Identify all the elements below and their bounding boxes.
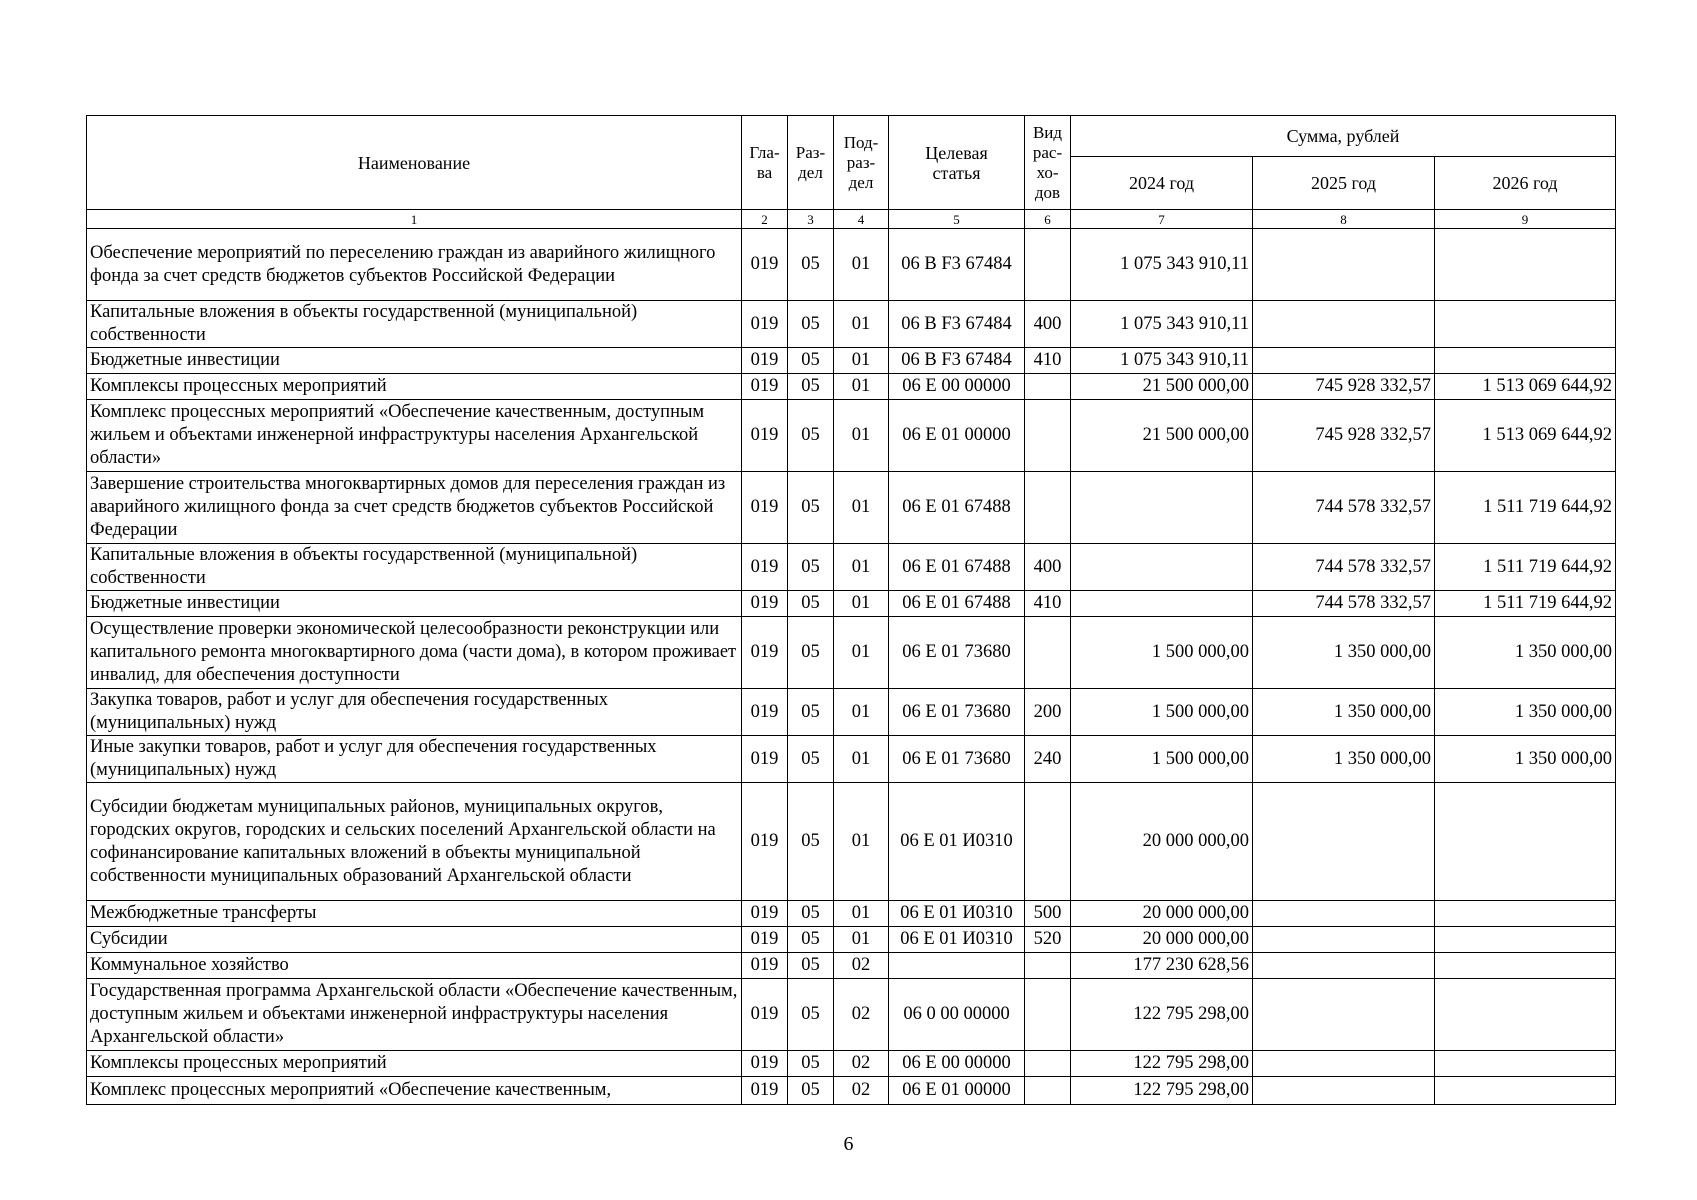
row-amount-2026 <box>1435 1051 1616 1077</box>
row-target: 06 Е 00 00000 <box>889 374 1025 400</box>
header-name: Наименование <box>87 116 742 210</box>
table-row <box>87 979 1616 1051</box>
row-name: Комплексы процессных мероприятий <box>87 1051 742 1077</box>
row-amount-2025: 1 350 000,00 <box>1253 689 1435 736</box>
row-amount-2026 <box>1435 1077 1616 1105</box>
row-subsection: 01 <box>834 591 889 617</box>
row-subsection: 01 <box>834 348 889 374</box>
row-name: Обеспечение мероприятий по переселению граждан из аварийного жилищного фонда за счет средств бюджетов субъектов Российской Федерации <box>87 229 742 301</box>
row-chapter: 019 <box>742 927 788 953</box>
table-row <box>87 374 1616 400</box>
row-amount-2025: 744 578 332,57 <box>1253 472 1435 544</box>
row-amount-2026 <box>1435 229 1616 301</box>
row-expense-type: 400 <box>1025 544 1071 591</box>
column-number: 2 <box>742 210 788 229</box>
budget-table <box>86 115 1616 1105</box>
row-amount-2025 <box>1253 783 1435 901</box>
row-chapter: 019 <box>742 1051 788 1077</box>
row-section: 05 <box>788 374 834 400</box>
header-year-2025: 2025 год <box>1253 157 1435 210</box>
table-row <box>87 1051 1616 1077</box>
table-row <box>87 591 1616 617</box>
row-section: 05 <box>788 927 834 953</box>
row-name: Бюджетные инвестиции <box>87 591 742 617</box>
row-chapter: 019 <box>742 979 788 1051</box>
row-expense-type: 500 <box>1025 901 1071 927</box>
row-name: Капитальные вложения в объекты государственной (муниципальной) собственности <box>87 301 742 348</box>
table-row <box>87 544 1616 591</box>
row-subsection: 01 <box>834 783 889 901</box>
row-section: 05 <box>788 348 834 374</box>
column-number: 3 <box>788 210 834 229</box>
row-amount-2025 <box>1253 229 1435 301</box>
row-target: 06 Е 01 И0310 <box>889 783 1025 901</box>
row-section: 05 <box>788 229 834 301</box>
table-row <box>87 783 1616 901</box>
row-chapter: 019 <box>742 953 788 979</box>
row-target: 06 0 00 00000 <box>889 979 1025 1051</box>
row-amount-2024: 21 500 000,00 <box>1071 374 1253 400</box>
row-name: Государственная программа Архангельской области «Обеспечение качественным, доступным жильем и объектами инженерной инфраструктуры населения Архангельской области» <box>87 979 742 1051</box>
row-section: 05 <box>788 1077 834 1105</box>
row-chapter: 019 <box>742 591 788 617</box>
row-target: 06 Е 01 73680 <box>889 736 1025 783</box>
row-chapter: 019 <box>742 544 788 591</box>
row-name: Капитальные вложения в объекты государственной (муниципальной) собственности <box>87 544 742 591</box>
row-target: 06 Е 00 00000 <box>889 1051 1025 1077</box>
row-subsection: 01 <box>834 901 889 927</box>
page-number: 6 <box>843 1133 854 1155</box>
row-target: 06 Е 01 00000 <box>889 1077 1025 1105</box>
row-subsection: 01 <box>834 472 889 544</box>
row-section: 05 <box>788 783 834 901</box>
row-chapter: 019 <box>742 229 788 301</box>
table-row <box>87 953 1616 979</box>
row-amount-2025 <box>1253 953 1435 979</box>
row-subsection: 01 <box>834 301 889 348</box>
row-amount-2024 <box>1071 472 1253 544</box>
row-amount-2025: 744 578 332,57 <box>1253 591 1435 617</box>
row-section: 05 <box>788 901 834 927</box>
header-target: Целевая статья <box>889 116 1025 210</box>
row-amount-2026: 1 513 069 644,92 <box>1435 400 1616 472</box>
row-target: 06 Е 01 И0310 <box>889 901 1025 927</box>
table-row <box>87 689 1616 736</box>
row-amount-2025 <box>1253 348 1435 374</box>
row-target: 06 В F3 67484 <box>889 229 1025 301</box>
row-amount-2025 <box>1253 927 1435 953</box>
row-name: Закупка товаров, работ и услуг для обеспечения государственных (муниципальных) нужд <box>87 689 742 736</box>
column-number: 1 <box>87 210 742 229</box>
row-expense-type: 520 <box>1025 927 1071 953</box>
row-subsection: 01 <box>834 736 889 783</box>
row-section: 05 <box>788 591 834 617</box>
row-amount-2026 <box>1435 953 1616 979</box>
row-target: 06 Е 01 00000 <box>889 400 1025 472</box>
row-expense-type: 410 <box>1025 348 1071 374</box>
column-number: 9 <box>1435 210 1616 229</box>
row-name: Субсидии <box>87 927 742 953</box>
row-expense-type <box>1025 1051 1071 1077</box>
row-amount-2025: 744 578 332,57 <box>1253 544 1435 591</box>
row-expense-type <box>1025 374 1071 400</box>
row-subsection: 01 <box>834 927 889 953</box>
row-section: 05 <box>788 617 834 689</box>
row-name: Комплекс процессных мероприятий «Обеспечение качественным, <box>87 1077 742 1105</box>
row-amount-2025 <box>1253 901 1435 927</box>
column-number: 8 <box>1253 210 1435 229</box>
row-expense-type: 200 <box>1025 689 1071 736</box>
row-expense-type <box>1025 783 1071 901</box>
row-chapter: 019 <box>742 374 788 400</box>
row-amount-2025: 1 350 000,00 <box>1253 736 1435 783</box>
row-chapter: 019 <box>742 400 788 472</box>
row-amount-2024: 1 075 343 910,11 <box>1071 348 1253 374</box>
row-chapter: 019 <box>742 1077 788 1105</box>
row-expense-type <box>1025 953 1071 979</box>
row-name: Комплексы процессных мероприятий <box>87 374 742 400</box>
row-expense-type <box>1025 1077 1071 1105</box>
row-section: 05 <box>788 472 834 544</box>
row-chapter: 019 <box>742 472 788 544</box>
row-amount-2026 <box>1435 979 1616 1051</box>
row-chapter: 019 <box>742 617 788 689</box>
row-name: Коммунальное хозяйство <box>87 953 742 979</box>
row-amount-2026: 1 513 069 644,92 <box>1435 374 1616 400</box>
row-chapter: 019 <box>742 783 788 901</box>
row-amount-2024: 122 795 298,00 <box>1071 979 1253 1051</box>
row-amount-2026: 1 511 719 644,92 <box>1435 472 1616 544</box>
row-expense-type: 240 <box>1025 736 1071 783</box>
row-amount-2025 <box>1253 1051 1435 1077</box>
row-expense-type: 400 <box>1025 301 1071 348</box>
header-chapter: Гла- ва <box>742 116 788 210</box>
row-amount-2024: 122 795 298,00 <box>1071 1077 1253 1105</box>
row-amount-2026: 1 511 719 644,92 <box>1435 591 1616 617</box>
row-amount-2024: 122 795 298,00 <box>1071 1051 1253 1077</box>
table-row <box>87 736 1616 783</box>
row-expense-type <box>1025 400 1071 472</box>
row-amount-2026: 1 350 000,00 <box>1435 689 1616 736</box>
row-target: 06 Е 01 67488 <box>889 544 1025 591</box>
row-amount-2026 <box>1435 783 1616 901</box>
row-name: Иные закупки товаров, работ и услуг для обеспечения государственных (муниципальных) нужд <box>87 736 742 783</box>
row-amount-2025: 1 350 000,00 <box>1253 617 1435 689</box>
row-amount-2024: 1 075 343 910,11 <box>1071 301 1253 348</box>
row-amount-2024: 1 500 000,00 <box>1071 689 1253 736</box>
row-amount-2024: 1 075 343 910,11 <box>1071 229 1253 301</box>
row-amount-2026 <box>1435 348 1616 374</box>
row-chapter: 019 <box>742 348 788 374</box>
column-number: 7 <box>1071 210 1253 229</box>
row-expense-type <box>1025 229 1071 301</box>
row-subsection: 02 <box>834 1077 889 1105</box>
row-amount-2024: 20 000 000,00 <box>1071 927 1253 953</box>
row-amount-2024 <box>1071 591 1253 617</box>
row-subsection: 01 <box>834 229 889 301</box>
row-subsection: 01 <box>834 617 889 689</box>
row-target: 06 Е 01 73680 <box>889 617 1025 689</box>
row-target: 06 Е 01 И0310 <box>889 927 1025 953</box>
row-amount-2026 <box>1435 301 1616 348</box>
row-name: Осуществление проверки экономической целесообразности реконструкции или капитального ремонта многоквартирного дома (части дома), в котором проживает инвалид, для обеспечения доступности <box>87 617 742 689</box>
row-chapter: 019 <box>742 689 788 736</box>
table-row <box>87 901 1616 927</box>
row-chapter: 019 <box>742 736 788 783</box>
table-row <box>87 400 1616 472</box>
row-subsection: 01 <box>834 544 889 591</box>
row-name: Межбюджетные трансферты <box>87 901 742 927</box>
row-amount-2026: 1 350 000,00 <box>1435 617 1616 689</box>
row-amount-2024: 20 000 000,00 <box>1071 783 1253 901</box>
row-target: 06 Е 01 67488 <box>889 472 1025 544</box>
row-subsection: 02 <box>834 1051 889 1077</box>
row-amount-2026: 1 350 000,00 <box>1435 736 1616 783</box>
row-chapter: 019 <box>742 301 788 348</box>
row-subsection: 01 <box>834 400 889 472</box>
row-expense-type <box>1025 979 1071 1051</box>
column-number: 6 <box>1025 210 1071 229</box>
row-section: 05 <box>788 400 834 472</box>
row-section: 05 <box>788 301 834 348</box>
column-number: 4 <box>834 210 889 229</box>
header-sum: Сумма, рублей <box>1071 116 1616 157</box>
row-target: 06 В F3 67484 <box>889 348 1025 374</box>
row-amount-2024 <box>1071 544 1253 591</box>
row-name: Бюджетные инвестиции <box>87 348 742 374</box>
row-amount-2025 <box>1253 979 1435 1051</box>
header-year-2024: 2024 год <box>1071 157 1253 210</box>
row-amount-2025 <box>1253 1077 1435 1105</box>
row-section: 05 <box>788 979 834 1051</box>
header-year-2026: 2026 год <box>1435 157 1616 210</box>
row-expense-type <box>1025 472 1071 544</box>
row-section: 05 <box>788 736 834 783</box>
row-amount-2025: 745 928 332,57 <box>1253 400 1435 472</box>
row-amount-2026 <box>1435 901 1616 927</box>
header-expense-type: Вид рас- хо- дов <box>1025 116 1071 210</box>
table-row <box>87 301 1616 348</box>
row-target: 06 Е 01 67488 <box>889 591 1025 617</box>
table-row <box>87 229 1616 301</box>
row-subsection: 01 <box>834 374 889 400</box>
row-section: 05 <box>788 544 834 591</box>
row-amount-2024: 21 500 000,00 <box>1071 400 1253 472</box>
row-subsection: 02 <box>834 979 889 1051</box>
row-amount-2024: 20 000 000,00 <box>1071 901 1253 927</box>
row-amount-2024: 177 230 628,56 <box>1071 953 1253 979</box>
row-amount-2026 <box>1435 927 1616 953</box>
row-expense-type: 410 <box>1025 591 1071 617</box>
header-section: Раз- дел <box>788 116 834 210</box>
column-number: 5 <box>889 210 1025 229</box>
row-subsection: 01 <box>834 689 889 736</box>
row-target: 06 Е 01 73680 <box>889 689 1025 736</box>
table-body <box>87 229 1616 1105</box>
table-row <box>87 617 1616 689</box>
row-subsection: 02 <box>834 953 889 979</box>
row-section: 05 <box>788 689 834 736</box>
row-name: Комплекс процессных мероприятий «Обеспечение качественным, доступным жильем и объектами инженерной инфраструктуры населения Архангельской области» <box>87 400 742 472</box>
row-name: Субсидии бюджетам муниципальных районов, муниципальных округов, городских округов, городских и сельских поселений Архангельской области на софинансирование капитальных вложений в объекты муниципальной собственности муниципальных образований Архангельской области <box>87 783 742 901</box>
row-amount-2026: 1 511 719 644,92 <box>1435 544 1616 591</box>
row-section: 05 <box>788 1051 834 1077</box>
row-amount-2024: 1 500 000,00 <box>1071 617 1253 689</box>
row-amount-2025 <box>1253 301 1435 348</box>
row-amount-2024: 1 500 000,00 <box>1071 736 1253 783</box>
table-row <box>87 1077 1616 1105</box>
table-row <box>87 348 1616 374</box>
table-row <box>87 472 1616 544</box>
row-name: Завершение строительства многоквартирных домов для переселения граждан из аварийного жилищного фонда за счет средств бюджетов субъектов Российской Федерации <box>87 472 742 544</box>
column-number-row <box>87 210 1616 229</box>
row-section: 05 <box>788 953 834 979</box>
row-target: 06 В F3 67484 <box>889 301 1025 348</box>
row-target <box>889 953 1025 979</box>
row-chapter: 019 <box>742 901 788 927</box>
header-subsection: Под- раз- дел <box>834 116 889 210</box>
row-expense-type <box>1025 617 1071 689</box>
row-amount-2025: 745 928 332,57 <box>1253 374 1435 400</box>
table-row <box>87 927 1616 953</box>
